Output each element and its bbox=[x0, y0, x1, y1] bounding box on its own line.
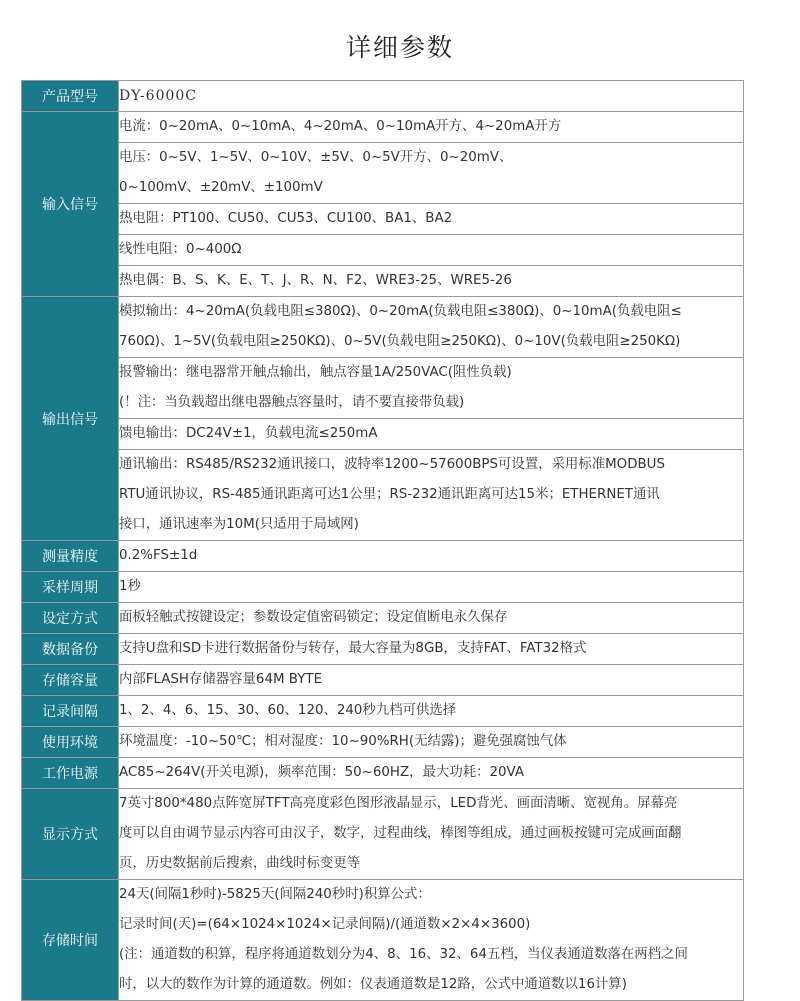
spec-row bbox=[22, 204, 744, 235]
spec-value bbox=[119, 419, 744, 450]
spec-value-line: DY-6000C bbox=[119, 88, 197, 104]
spec-row bbox=[22, 143, 744, 204]
spec-row bbox=[22, 758, 744, 789]
spec-value bbox=[119, 143, 744, 204]
spec-value-line: 线性电阻：0~400Ω bbox=[119, 242, 242, 257]
spec-value-line: 1、2、4、6、15、30、60、120、240秒九档可供选择 bbox=[119, 703, 457, 718]
spec-value bbox=[119, 789, 744, 880]
spec-value bbox=[119, 297, 744, 358]
spec-value-line: 支持U盘和SD卡进行数据备份与转存，最大容量为8GB，支持FAT、FAT32格式 bbox=[119, 641, 587, 656]
spec-row bbox=[22, 235, 744, 266]
spec-label: 输入信号 bbox=[22, 112, 119, 297]
spec-value-line: (注：通道数的积算，程序将通道数划分为4、8、16、32、64五档，当仪表通道数落在两档之间 bbox=[119, 947, 688, 962]
page-title: 详细参数 bbox=[345, 33, 454, 62]
spec-value bbox=[119, 112, 744, 143]
spec-value bbox=[119, 880, 744, 1001]
spec-value-line: 电流：0~20mA、0~10mA、4~20mA、0~10mA开方、4~20mA开方 bbox=[119, 119, 562, 134]
spec-row bbox=[22, 450, 744, 541]
spec-row bbox=[22, 634, 744, 665]
spec-value-line: 报警输出：继电器常开触点输出，触点容量1A/250VAC(阻性负载) bbox=[119, 365, 512, 380]
spec-row bbox=[22, 603, 744, 634]
spec-label: 使用环境 bbox=[22, 727, 119, 758]
spec-value-line: 模拟输出：4~20mA(负载电阻≤380Ω)、0~20mA(负载电阻≤380Ω)、0~10mA(负载电阻≤ bbox=[119, 304, 682, 319]
spec-value-line: 记录时间(天)=(64×1024×1024×记录间隔)/(通道数×2×4×3600) bbox=[119, 917, 531, 932]
spec-value-line: 内部FLASH存储器容量64M BYTE bbox=[119, 672, 323, 687]
spec-row bbox=[22, 81, 744, 112]
spec-row bbox=[22, 727, 744, 758]
spec-label: 采样周期 bbox=[22, 572, 119, 603]
spec-value-line: 接口，通讯速率为10M(只适用于局域网) bbox=[119, 517, 359, 532]
spec-value-line: RTU通讯协议，RS-485通讯距离可达1公里；RS-232通讯距离可达15米；ETHERNET通讯 bbox=[119, 487, 660, 502]
spec-row bbox=[22, 297, 744, 358]
spec-label: 显示方式 bbox=[22, 789, 119, 880]
spec-value bbox=[119, 81, 744, 112]
spec-label: 设定方式 bbox=[22, 603, 119, 634]
spec-value bbox=[119, 603, 744, 634]
spec-label: 测量精度 bbox=[22, 541, 119, 572]
spec-value-line: 馈电输出：DC24V±1，负载电流≤250mA bbox=[119, 426, 378, 441]
spec-value bbox=[119, 358, 744, 419]
spec-value-line: 通讯输出：RS485/RS232通讯接口，波特率1200~57600BPS可设置，采用标准MODBUS bbox=[119, 457, 665, 472]
spec-value-line: 7英寸800*480点阵宽屏TFT高亮度彩色图形液晶显示，LED背光、画面清晰、宽视角。屏幕亮 bbox=[119, 796, 678, 811]
spec-row bbox=[22, 665, 744, 696]
spec-value-line: (！注：当负载超出继电器触点容量时，请不要直接带负载) bbox=[119, 395, 465, 410]
spec-label: 记录间隔 bbox=[22, 696, 119, 727]
spec-value bbox=[119, 727, 744, 758]
spec-row bbox=[22, 419, 744, 450]
spec-label: 工作电源 bbox=[22, 758, 119, 789]
spec-value bbox=[119, 696, 744, 727]
spec-value-line: 热电偶：B、S、K、E、T、J、R、N、F2、WRE3-25、WRE5-26 bbox=[119, 273, 512, 288]
spec-value bbox=[119, 541, 744, 572]
spec-value-line: 环境温度：-10~50℃；相对湿度：10~90%RH(无结露)；避免强腐蚀气体 bbox=[119, 734, 567, 749]
spec-value-line: 0.2%FS±1d bbox=[119, 548, 198, 563]
spec-label: 输出信号 bbox=[22, 297, 119, 541]
spec-value-line: 热电阻：PT100、CU50、CU53、CU100、BA1、BA2 bbox=[119, 211, 453, 226]
spec-table-body bbox=[22, 81, 744, 1001]
spec-row bbox=[22, 358, 744, 419]
spec-value-line: 24天(间隔1秒时)-5825天(间隔240秒时)积算公式： bbox=[119, 887, 431, 902]
spec-row bbox=[22, 266, 744, 297]
spec-value bbox=[119, 665, 744, 696]
spec-row bbox=[22, 112, 744, 143]
spec-value bbox=[119, 204, 744, 235]
spec-row bbox=[22, 541, 744, 572]
spec-value-line: 面板轻触式按键设定；参数设定值密码锁定；设定值断电永久保存 bbox=[119, 610, 508, 625]
spec-value bbox=[119, 758, 744, 789]
spec-value-line: 页，历史数据前后搜索，曲线时标变更等 bbox=[119, 856, 361, 871]
spec-value-line: 1秒 bbox=[119, 579, 141, 594]
spec-value-line: 0~100mV、±20mV、±100mV bbox=[119, 180, 323, 195]
spec-value-line: 度可以自由调节显示内容可由汉子，数字，过程曲线，棒图等组成，通过画板按键可完成画面翻 bbox=[119, 826, 682, 841]
spec-value bbox=[119, 235, 744, 266]
spec-label: 存储容量 bbox=[22, 665, 119, 696]
spec-row bbox=[22, 572, 744, 603]
spec-value bbox=[119, 450, 744, 541]
spec-value bbox=[119, 266, 744, 297]
spec-row bbox=[22, 880, 744, 1001]
spec-label: 存储时间 bbox=[22, 880, 119, 1001]
spec-value-line: 时，以大的数作为计算的通道数。例如：仪表通道数是12路，公式中通道数以16计算) bbox=[119, 977, 627, 992]
spec-table bbox=[21, 80, 744, 1001]
spec-label: 数据备份 bbox=[22, 634, 119, 665]
spec-value bbox=[119, 634, 744, 665]
spec-row bbox=[22, 696, 744, 727]
spec-value-line: AC85~264V(开关电源)，频率范围：50~60HZ，最大功耗：20VA bbox=[119, 765, 524, 780]
spec-value bbox=[119, 572, 744, 603]
spec-value-line: 760Ω)、1~5V(负载电阻≥250KΩ)、0~5V(负载电阻≥250KΩ)、0~10V(负载电阻≥250KΩ) bbox=[119, 334, 681, 349]
spec-row bbox=[22, 789, 744, 880]
spec-value-line: 电压：0~5V、1~5V、0~10V、±5V、0~5V开方、0~20mV、 bbox=[119, 150, 513, 165]
spec-label: 产品型号 bbox=[22, 81, 119, 112]
